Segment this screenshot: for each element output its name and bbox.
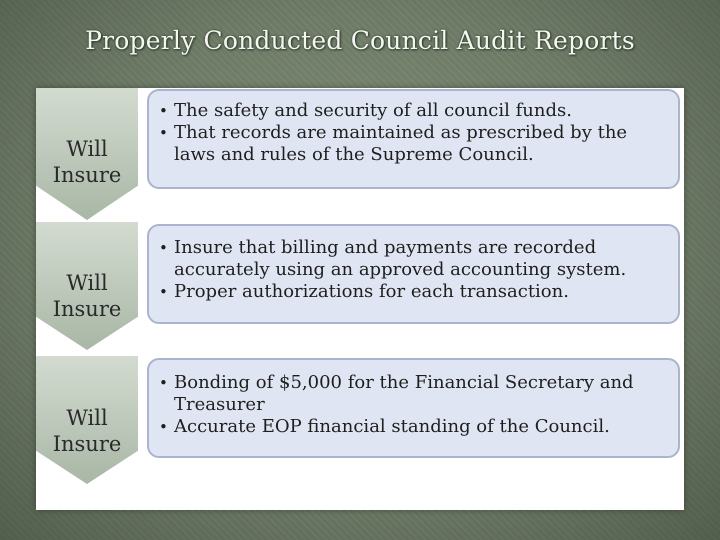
bullet-item: • That records are maintained as prescribed by the laws and rules of the Supreme Council. bbox=[159, 122, 628, 165]
row-label-2-line2: Insure bbox=[52, 297, 122, 321]
bullet-box-1 bbox=[147, 89, 680, 189]
row-label-3-line2: Insure bbox=[52, 432, 122, 456]
bullet-item: • Bonding of $5,000 for the Financial Secretary and Treasurer bbox=[159, 372, 634, 415]
row-label-1-line1: Will bbox=[66, 137, 108, 161]
row-label-2-line1: Will bbox=[66, 271, 108, 295]
bullet-box-2 bbox=[147, 224, 680, 324]
bullet-icon: • bbox=[159, 102, 168, 120]
bullet-item: • Insure that billing and payments are recorded accurately using an approved accounting system. bbox=[159, 237, 627, 280]
row-label-2 bbox=[32, 270, 142, 322]
bullet-box-3 bbox=[147, 358, 680, 458]
bullet-item: • Proper authorizations for each transaction. bbox=[159, 281, 569, 302]
slide-title: Properly Conducted Council Audit Reports bbox=[85, 26, 635, 55]
bullet-item: • Accurate EOP financial standing of the Council. bbox=[159, 416, 610, 437]
bullet-item: • The safety and security of all council funds. bbox=[159, 100, 572, 121]
bullet-icon: • bbox=[159, 374, 168, 392]
bullet-icon: • bbox=[159, 239, 168, 257]
bullet-icon: • bbox=[159, 283, 168, 301]
bullet-icon: • bbox=[159, 124, 168, 142]
row-label-1 bbox=[32, 136, 142, 188]
row-label-1-line2: Insure bbox=[52, 163, 122, 187]
row-label-3 bbox=[32, 405, 142, 457]
bullet-icon: • bbox=[159, 418, 168, 436]
row-label-3-line1: Will bbox=[66, 406, 108, 430]
